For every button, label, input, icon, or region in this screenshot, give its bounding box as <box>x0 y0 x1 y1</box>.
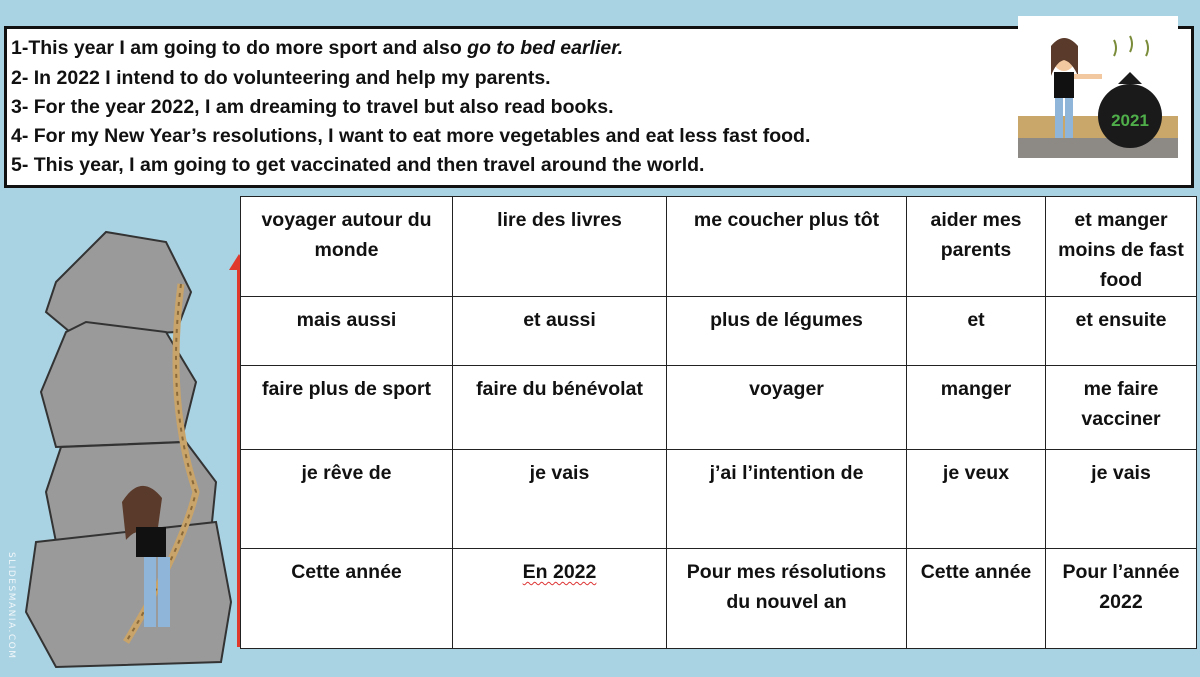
table-cell: voyager <box>667 366 907 450</box>
slidesmania-watermark: SLIDESMANIA.COM <box>6 552 16 660</box>
bitmoji-trash-bag-illustration <box>1018 16 1178 158</box>
sentence-1: 1-This year I am going to do more sport and also go to bed earlier. <box>11 37 624 59</box>
table-cell: Pour l’année 2022 <box>1046 549 1197 649</box>
table-cell: lire des livres <box>453 197 667 297</box>
sentence-1-italic: go to bed earlier. <box>467 37 624 59</box>
table-cell: et manger moins de fast food <box>1046 197 1197 297</box>
table-cell: Pour mes résolutions du nouvel an <box>667 549 907 649</box>
table-row <box>241 450 1197 549</box>
rock-climber-illustration <box>16 222 240 677</box>
sentence-5: 5- This year, I am going to get vaccinated and then travel around the world. <box>11 154 705 176</box>
table-cell: plus de légumes <box>667 297 907 366</box>
trash-bag-label: 2021 <box>1111 111 1149 130</box>
table-cell: j’ai l’intention de <box>667 450 907 549</box>
table-cell: je vais <box>1046 450 1197 549</box>
table-cell: manger <box>907 366 1046 450</box>
table-cell: me faire vacciner <box>1046 366 1197 450</box>
table-cell: faire plus de sport <box>241 366 453 450</box>
table-cell: Cette année <box>907 549 1046 649</box>
table-cell: Cette année <box>241 549 453 649</box>
table-cell: et aussi <box>453 297 667 366</box>
sentence-builder-table <box>240 196 1197 649</box>
table-row <box>241 197 1197 297</box>
table-row <box>241 366 1197 450</box>
table-cell: faire du bénévolat <box>453 366 667 450</box>
table-cell: me coucher plus tôt <box>667 197 907 297</box>
table-row <box>241 297 1197 366</box>
table-cell: je veux <box>907 450 1046 549</box>
sentence-3: 3- For the year 2022, I am dreaming to travel but also read books. <box>11 96 614 118</box>
table-cell <box>453 549 667 649</box>
table-cell: et ensuite <box>1046 297 1197 366</box>
spellcheck-text: En 2022 <box>522 561 597 583</box>
table-cell: et <box>907 297 1046 366</box>
table-cell: je vais <box>453 450 667 549</box>
sentences-panel <box>4 26 1194 188</box>
table-cell: aider mes parents <box>907 197 1046 297</box>
sentence-2: 2- In 2022 I intend to do volunteering and help my parents. <box>11 67 551 89</box>
table-cell: mais aussi <box>241 297 453 366</box>
sentence-4: 4- For my New Year’s resolutions, I want to eat more vegetables and eat less fast food. <box>11 125 811 147</box>
table-cell: voyager autour du monde <box>241 197 453 297</box>
table-row <box>241 549 1197 649</box>
table-cell: je rêve de <box>241 450 453 549</box>
